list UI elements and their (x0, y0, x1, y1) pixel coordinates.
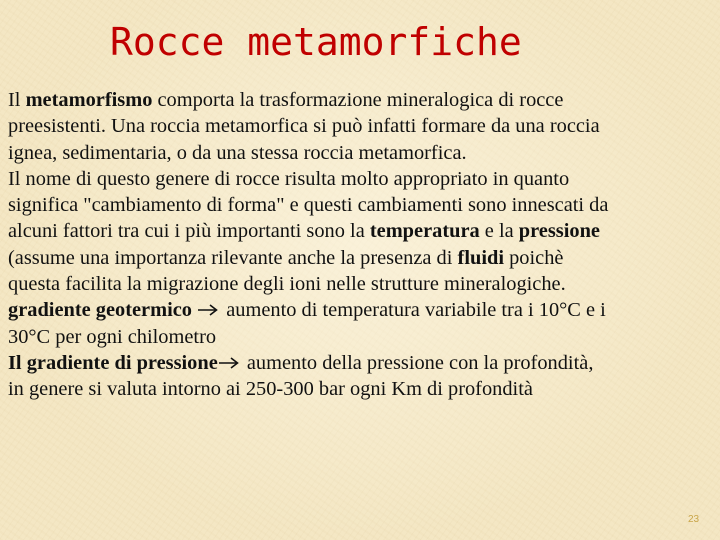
text-line: Il nome di questo genere di rocce risulta molto appropriato in quanto (8, 167, 570, 190)
text-line: in genere si valuta intorno ai 250-300 bar ogni Km di profondità (8, 378, 533, 401)
text-run: poichè (504, 246, 564, 269)
text-run: (assume una importanza rilevante anche la presenza di (8, 246, 458, 269)
text-line: questa facilita la migrazione degli ioni nelle strutture mineralogiche. (8, 273, 566, 296)
text-line: ignea, sedimentaria, o da una stessa roccia metamorfica. (8, 141, 467, 164)
keyword-metamorfismo: metamorfismo (25, 89, 153, 111)
text-line (8, 87, 720, 113)
right-arrow-icon (218, 356, 240, 370)
page-number: 23 (688, 514, 700, 525)
keyword-gradiente-di-pressione: Il gradiente di pressione (8, 351, 218, 374)
text-line: significa "cambiamento di forma" e questi cambiamenti sono innescati da (8, 194, 609, 217)
text-line: 30°C per ogni chilometro (8, 325, 217, 348)
text-run: Il (8, 89, 26, 111)
text-run: aumento di temperatura variabile tra i 10°C e i (221, 299, 606, 322)
keyword-gradiente-geotermico: gradiente geotermico (8, 299, 193, 322)
text-line (8, 218, 720, 244)
slide-title: Rocce metamorfiche (110, 20, 522, 64)
text-line (8, 350, 720, 376)
text-run: comporta la trasformazione mineralogica di rocce (152, 89, 564, 111)
text-run: aumento della pressione con la profondità, (241, 351, 594, 374)
text-run: e la (479, 220, 519, 243)
right-arrow-icon (197, 303, 219, 317)
text-line: preesistenti. Una roccia metamorfica si può infatti formare da una roccia (8, 115, 600, 138)
keyword-fluidi: fluidi (457, 246, 504, 269)
slide-body (8, 87, 720, 403)
keyword-pressione: pressione (518, 220, 600, 243)
text-line (8, 297, 720, 323)
keyword-temperatura: temperatura (369, 220, 480, 243)
text-line (8, 245, 720, 271)
text-run: alcuni fattori tra cui i più importanti sono la (8, 220, 370, 243)
